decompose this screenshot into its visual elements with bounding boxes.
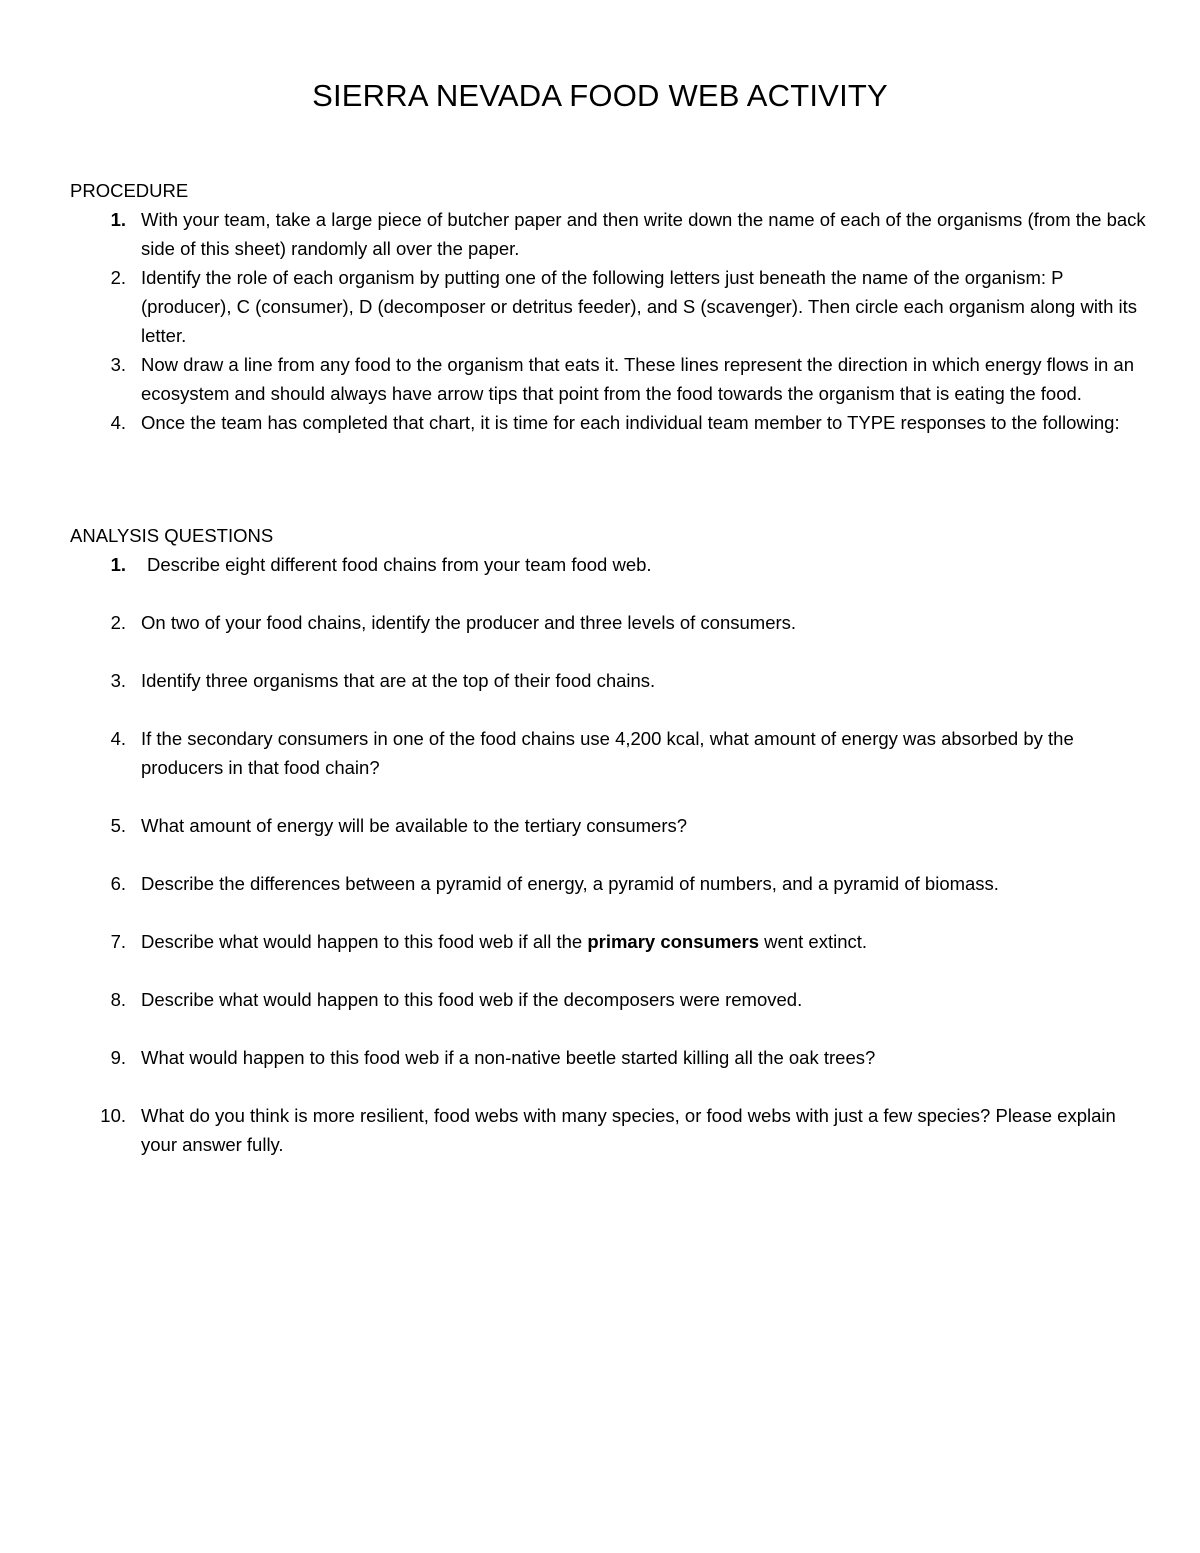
analysis-question	[70, 608, 1150, 637]
procedure-item-text: Identify the role of each organism by putting one of the following letters just beneath the name of the organism: P (producer), C (consumer), D (decomposer or detritus feeder), and S (scavenger). Then circle each organism along with its letter.	[141, 267, 1137, 346]
analysis-question-number: 3.	[110, 670, 126, 691]
analysis-question-number: 5.	[110, 815, 126, 836]
analysis-question-text: Describe the differences between a pyramid of energy, a pyramid of numbers, and a pyramid of biomass.	[141, 873, 999, 894]
analysis-question-text: Describe eight different food chains from your team food web.	[147, 554, 652, 575]
question-text-bold: primary consumers	[587, 931, 760, 952]
analysis-question	[70, 1101, 1150, 1159]
analysis-question	[70, 869, 1150, 898]
procedure-item-number: 1.	[110, 209, 126, 230]
analysis-question-number: 6.	[110, 873, 126, 894]
analysis-question	[70, 724, 1150, 782]
analysis-question-text: Describe what would happen to this food web if the decomposers were removed.	[141, 989, 803, 1010]
analysis-question	[70, 666, 1150, 695]
analysis-question-text: Identify three organisms that are at the top of their food chains.	[141, 670, 656, 691]
analysis-question-text: If the secondary consumers in one of the food chains use 4,200 kcal, what amount of energy was absorbed by the producers in that food chain?	[141, 728, 1074, 778]
analysis-question-number: 9.	[110, 1047, 126, 1068]
procedure-item-number: 2.	[110, 267, 126, 288]
analysis-question-number: 8.	[110, 989, 126, 1010]
analysis-question	[70, 985, 1150, 1014]
analysis-question	[70, 927, 1150, 956]
analysis-heading: ANALYSIS QUESTIONS	[70, 525, 274, 546]
analysis-question-number: 1.	[110, 554, 126, 575]
analysis-question-number: 4.	[110, 728, 126, 749]
analysis-question-text: What would happen to this food web if a non-native beetle started killing all the oak trees?	[141, 1047, 876, 1068]
analysis-question	[70, 811, 1150, 840]
procedure-list	[70, 205, 1150, 437]
analysis-question-text: What amount of energy will be available to the tertiary consumers?	[141, 815, 688, 836]
analysis-question-number: 7.	[110, 931, 126, 952]
question-text-before: Describe what would happen to this food web if all the	[141, 931, 588, 952]
procedure-item-text: Once the team has completed that chart, it is time for each individual team member to TYPE responses to the following:	[141, 412, 1120, 433]
procedure-item-text: With your team, take a large piece of butcher paper and then write down the name of each of the organisms (from the back side of this sheet) randomly all over the paper.	[141, 209, 1146, 259]
analysis-question	[70, 1043, 1150, 1072]
procedure-item	[70, 205, 1150, 263]
analysis-question-text: On two of your food chains, identify the producer and three levels of consumers.	[141, 612, 797, 633]
document-title: SIERRA NEVADA FOOD WEB ACTIVITY	[312, 78, 888, 113]
procedure-item	[70, 263, 1150, 350]
analysis-list	[70, 550, 1150, 1188]
procedure-item-number: 3.	[110, 354, 126, 375]
question-text-after: went extinct.	[759, 931, 868, 952]
analysis-question-number: 10.	[100, 1105, 126, 1126]
analysis-question-text	[141, 931, 867, 952]
analysis-question-text: What do you think is more resilient, food webs with many species, or food webs with just a few species? Please explain your answer fully.	[141, 1105, 1116, 1155]
analysis-question-number: 2.	[110, 612, 126, 633]
procedure-item-text: Now draw a line from any food to the organism that eats it. These lines represent the direction in which energy flows in an ecosystem and should always have arrow tips that point from the food towards the organism that is eating the food.	[141, 354, 1135, 404]
procedure-item	[70, 350, 1150, 408]
analysis-question	[70, 550, 1150, 579]
procedure-item-number: 4.	[110, 412, 126, 433]
procedure-item	[70, 408, 1150, 437]
procedure-heading: PROCEDURE	[70, 180, 189, 201]
